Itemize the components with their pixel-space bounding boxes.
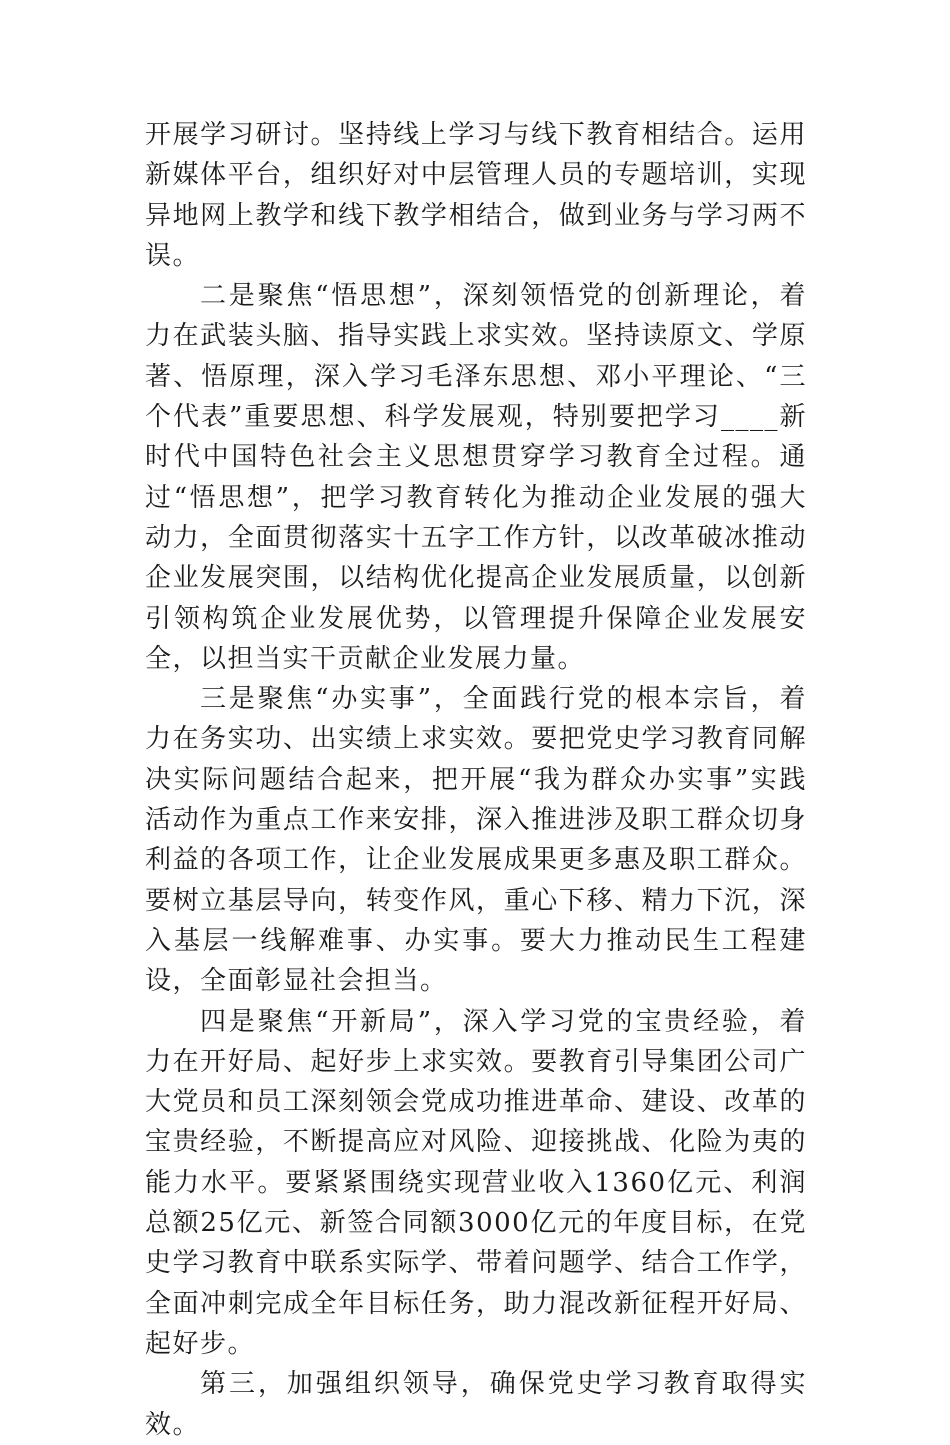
paragraph-2: 二是聚焦“悟思想”，深刻领悟党的创新理论，着力在武装头脑、指导实践上求实效。坚持读原文、学原著、悟原理，深入学习毛泽东思想、邓小平理论、“三个代表”重要思想、科学发展观，特别要把学习____新时代中国特色社会主义思想贯穿学习教育全过程。通过“悟思想”，把学习教育转化为推动企业发展的强大动力，全面贯彻落实十五字工作方针，以改革破冰推动企业发展突围，以结构优化提高企业发展质量，以创新引领构筑企业发展优势，以管理提升保障企业发展安全，以担当实干贡献企业发展力量。 [145, 281, 807, 674]
paragraph-1: 开展学习研讨。坚持线上学习与线下教育相结合。运用新媒体平台，组织好对中层管理人员的专题培训，实现异地网上教学和线下教学相结合，做到业务与学习两不误。 [145, 120, 807, 271]
paragraph-4: 四是聚焦“开新局”，深入学习党的宝贵经验，着力在开好局、起好步上求实效。要教育引导集团公司广大党员和员工深刻领会党成功推进革命、建设、改革的宝贵经验，不断提高应对风险、迎接挑战、化险为夷的能力水平。要紧紧围绕实现营业收入1360亿元、利润总额25亿元、新签合同额3000亿元的年度目标，在党史学习教育中联系实际学、带着问题学、结合工作学，全面冲刺完成全年目标任务，助力混改新征程开好局、起好步。 [145, 1006, 807, 1359]
paragraph-3: 三是聚焦“办实事”，全面践行党的根本宗旨，着力在务实功、出实绩上求实效。要把党史学习教育同解决实际问题结合起来，把开展“我为群众办实事”实践活动作为重点工作来安排，深入推进涉及职工群众切身利益的各项工作，让企业发展成果更多惠及职工群众。要树立基层导向，转变作风，重心下移、精力下沉，深入基层一线解难事、办实事。要大力推动民生工程建设，全面彰显社会担当。 [145, 684, 807, 997]
paragraph-5: 第三，加强组织领导，确保党史学习教育取得实效。 [145, 1369, 807, 1440]
document-body [145, 115, 807, 1445]
